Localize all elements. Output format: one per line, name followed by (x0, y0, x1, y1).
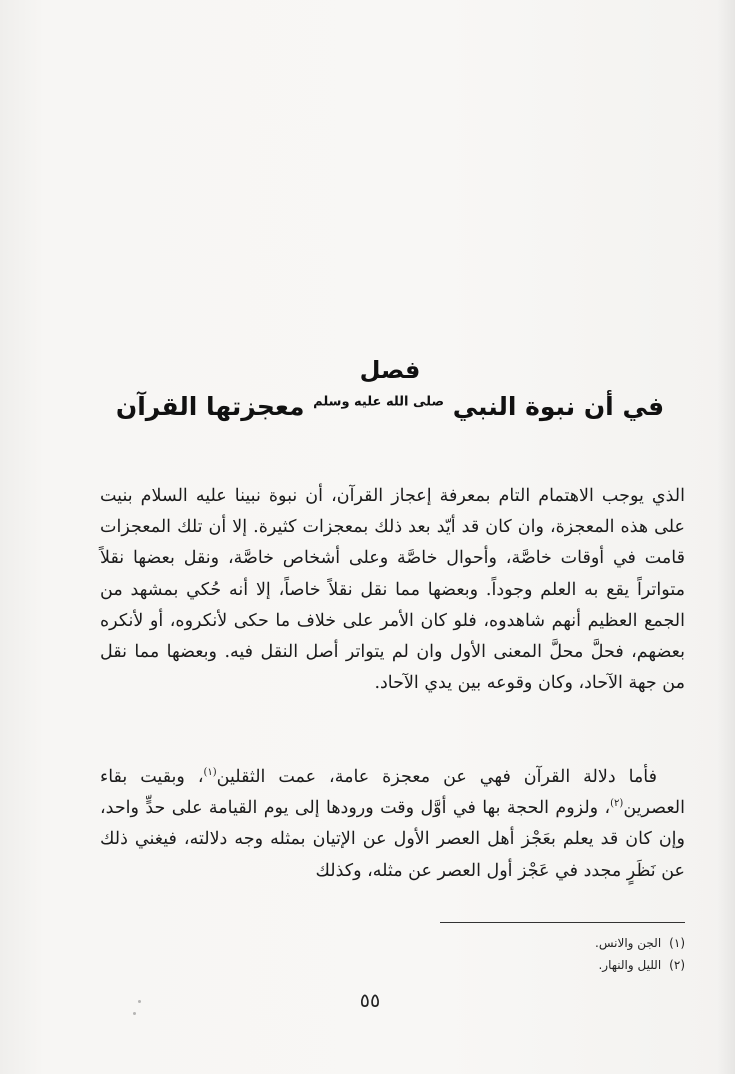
paper-speck (133, 1012, 136, 1015)
footnote-divider (440, 922, 685, 923)
paragraph-1 (100, 481, 685, 699)
paragraph-2-text-a: فأما دلالة القرآن فهي عن معجزة عامة، عمت الثقلين (216, 767, 657, 787)
page-number: ٥٥ (359, 990, 381, 1012)
footnote-1-text: الجن والانس. (595, 936, 662, 950)
footnote-ref-2: (٢) (610, 798, 624, 810)
footnotes (400, 932, 685, 976)
paragraph-2-text-b: ، وبقيت بقاء العصرين (100, 767, 685, 819)
footnote-1-number: (١) (669, 936, 685, 950)
honorific-ligature: صلى الله عليه وسلم (313, 394, 445, 410)
paragraph-2 (100, 762, 685, 887)
section-heading-text: فصل (359, 356, 421, 384)
section-heading (95, 356, 685, 384)
paragraph-2-text-c: ، ولزوم الحجة بها في أوَّل وقت ورودها إلى يوم القيامة على حدٍّ واحد، وإن كان قد يعلم بعَجْز أهل العصر الأول عن الإتيان بمثله وجه دلالته، فيغني ذلك عن نَظَرٍ مجدد في عَجْز أول العصر عن مثله، وكذلك (100, 798, 685, 881)
footnote-2 (400, 954, 685, 976)
paper-speck (138, 1000, 141, 1003)
chapter-title (95, 392, 685, 421)
footnote-2-text: الليل والنهار. (598, 958, 662, 972)
chapter-title-part2: معجزتها القرآن (115, 392, 305, 421)
page-edge-shadow (717, 0, 735, 1074)
footnote-2-number: (٢) (669, 958, 685, 972)
chapter-title-part1: في أن نبوة النبي (452, 392, 665, 421)
paragraph-1-text: الذي يوجب الاهتمام التام بمعرفة إعجاز القرآن، أن نبوة نبينا عليه السلام بنيت على هذه المعجزة، وان كان قد أيّد بعد ذلك بمعجزات كثيرة. إلا أن تلك المعجزات قامت في أوقات خاصَّة، وأحوال خاصَّة وعلى أشخاص خاصَّة، ونقل بعضها نقلاً متواتراً يقع به العلم وجوداً. وبعضها مما نقل نقلاً خاصاً، إلا أنه حُكي بمشهد من الجمع العظيم أنهم شاهدوه، فلو كان الأمر على خلاف ما حكى لأنكروه، أو لأنكره بعضهم، فحلَّ محلَّ المعنى الأول وان لم يتواتر أصل النقل فيه. وبعضها مما نقل من جهة الآحاد، وكان وقوعه بين يدي الآحاد. (100, 486, 685, 694)
footnote-ref-1: (١) (203, 767, 217, 779)
footnote-1 (400, 932, 685, 954)
